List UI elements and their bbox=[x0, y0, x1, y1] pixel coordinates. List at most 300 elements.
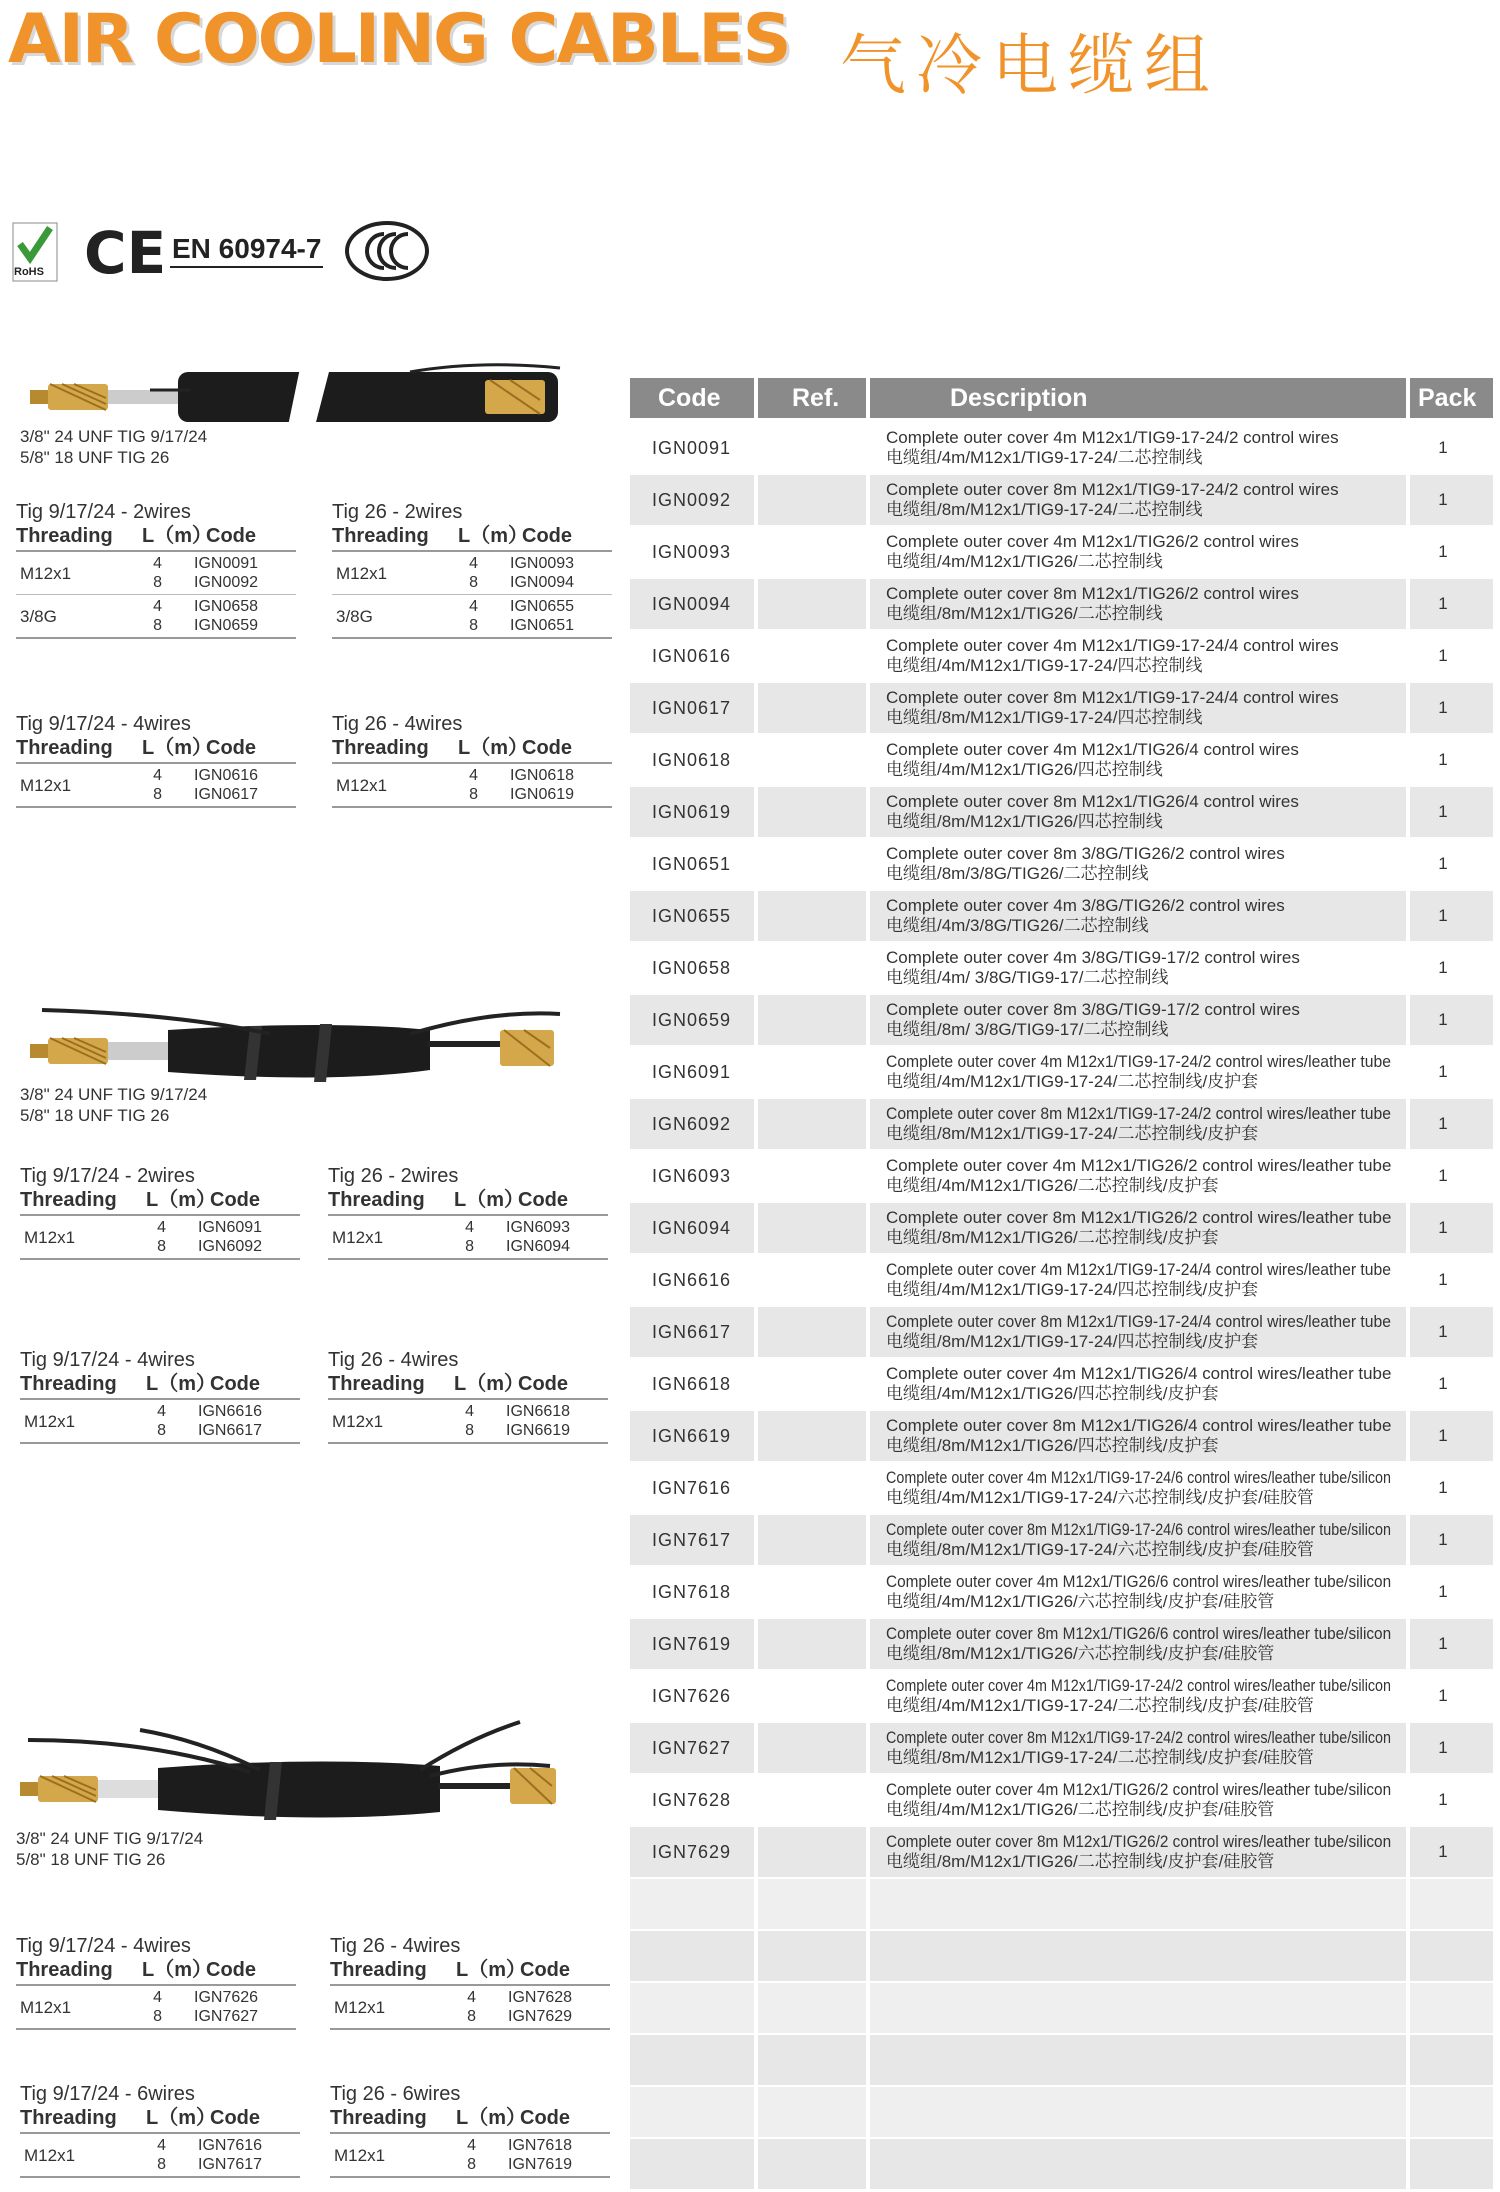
ref-cell bbox=[758, 1567, 866, 1617]
code-text: IGN0658 bbox=[652, 958, 732, 978]
table-header-pack: Pack bbox=[1410, 378, 1493, 418]
description-cell bbox=[870, 1879, 1406, 1929]
code-text: IGN7627 bbox=[652, 1738, 732, 1758]
description-en: Complete outer cover 4m M12x1/TIG9-17-24/4 control wires bbox=[886, 636, 1339, 655]
spec-table-tig-9-17-24-4wires bbox=[20, 1348, 300, 1444]
code-cell bbox=[630, 943, 754, 993]
header-length: L（m） bbox=[456, 1959, 526, 1981]
pack-cell bbox=[1410, 1307, 1493, 1357]
pack-text: 1 bbox=[1438, 802, 1448, 821]
header-threading: Threading bbox=[16, 1959, 113, 1981]
header-length: L（m） bbox=[142, 1959, 212, 1981]
length-cell: 4 8 bbox=[157, 2137, 166, 2173]
table-row bbox=[630, 1723, 1493, 1773]
pack-text: 1 bbox=[1438, 594, 1448, 613]
description-en: Complete outer cover 8m M12x1/TIG9-17-24/2 control wires/leather tube/silicon bbox=[886, 1728, 1392, 1747]
thread-cell: M12x1 bbox=[24, 2146, 76, 2165]
ccc-logo bbox=[344, 220, 430, 282]
spec-table-title: Tig 26 - 4wires bbox=[328, 1349, 459, 1371]
code-cell bbox=[630, 891, 754, 941]
description-cell bbox=[870, 1307, 1406, 1357]
pack-text: 1 bbox=[1438, 1322, 1448, 1341]
ref-cell bbox=[758, 1775, 866, 1825]
cable-spec bbox=[20, 1084, 207, 1126]
spec-table-title: Tig 26 - 4wires bbox=[330, 1935, 461, 1957]
ref-cell bbox=[758, 475, 866, 525]
pack-text: 1 bbox=[1438, 750, 1448, 769]
spec-table-tig-26-2wires bbox=[332, 500, 612, 639]
description-en: Complete outer cover 4m M12x1/TIG26/2 control wires/leather tube/silicon bbox=[886, 1780, 1392, 1799]
table-row bbox=[630, 579, 1493, 629]
length-cell: 4 8 bbox=[153, 555, 162, 591]
header-code: Code bbox=[518, 1373, 568, 1395]
code-cell bbox=[630, 1619, 754, 1669]
code-text: IGN7629 bbox=[652, 1842, 732, 1862]
table-row bbox=[16, 764, 296, 806]
code-cell bbox=[630, 1047, 754, 1097]
pack-text: 1 bbox=[1438, 1842, 1448, 1861]
description-cell bbox=[870, 1411, 1406, 1461]
header-code: Code bbox=[210, 2107, 260, 2129]
description-cn: 电缆组/4m/M12x1/TIG9-17-24/四芯控制线 bbox=[886, 656, 1203, 675]
table-row bbox=[328, 1216, 608, 1258]
pack-text: 1 bbox=[1438, 1790, 1448, 1809]
table-row bbox=[630, 1255, 1493, 1305]
description-cn: 电缆组/4m/M12x1/TIG9-17-24/二芯控制线 bbox=[886, 448, 1203, 467]
pack-text: 1 bbox=[1438, 1634, 1448, 1653]
table-row bbox=[630, 2139, 1493, 2189]
table-row bbox=[630, 1775, 1493, 1825]
ref-cell bbox=[758, 1099, 866, 1149]
header-threading: Threading bbox=[20, 1189, 117, 1211]
pack-cell bbox=[1410, 1359, 1493, 1409]
spec-table-tig-26-4wires bbox=[328, 1348, 608, 1444]
description-cn: 电缆组/4m/M12x1/TIG26/四芯控制线/皮护套 bbox=[886, 1384, 1219, 1403]
description-en: Complete outer cover 8m 3/8G/TIG26/2 control wires bbox=[886, 844, 1285, 863]
code-text: IGN7616 bbox=[652, 1478, 732, 1498]
description-cn: 电缆组/4m/M12x1/TIG9-17-24/二芯控制线/皮护套/硅胶管 bbox=[886, 1696, 1314, 1715]
cable-spec bbox=[16, 1828, 203, 1870]
description-cn: 电缆组/8m/M12x1/TIG9-17-24/二芯控制线 bbox=[886, 500, 1203, 519]
description-cell bbox=[870, 1723, 1406, 1773]
description-en: Complete outer cover 4m M12x1/TIG26/2 control wires bbox=[886, 532, 1299, 551]
table-row bbox=[630, 1827, 1493, 1877]
thread-cell: 3/8G bbox=[20, 607, 57, 626]
table-header-description: Description bbox=[870, 378, 1406, 418]
table-row bbox=[16, 552, 296, 595]
ref-cell bbox=[758, 1879, 866, 1929]
spec-table-title: Tig 9/17/24 - 2wires bbox=[16, 501, 191, 523]
code-cell bbox=[630, 1931, 754, 1981]
table-row bbox=[630, 787, 1493, 837]
pack-text: 1 bbox=[1438, 1218, 1448, 1237]
pack-cell bbox=[1410, 1671, 1493, 1721]
code-text: IGN6092 bbox=[652, 1114, 732, 1134]
code-cell bbox=[630, 1723, 754, 1773]
header-code: Code bbox=[210, 1189, 260, 1211]
spec-table-title: Tig 9/17/24 - 4wires bbox=[16, 1935, 191, 1957]
code-text: IGN6618 bbox=[652, 1374, 732, 1394]
table-row bbox=[332, 595, 612, 637]
pack-text: 1 bbox=[1438, 1166, 1448, 1185]
pack-text: 1 bbox=[1438, 646, 1448, 665]
table-row bbox=[630, 1151, 1493, 1201]
code-text: IGN6093 bbox=[652, 1166, 732, 1186]
spec-line-1: 3/8" 24 UNF TIG 9/17/24 bbox=[20, 1085, 208, 1104]
table-row bbox=[630, 423, 1493, 473]
description-cn: 电缆组/4m/M12x1/TIG26/六芯控制线/皮护套/硅胶管 bbox=[886, 1592, 1275, 1611]
spec-line-1: 3/8" 24 UNF TIG 9/17/24 bbox=[16, 1829, 204, 1848]
table-row bbox=[16, 1986, 296, 2028]
spec-line-1: 3/8" 24 UNF TIG 9/17/24 bbox=[20, 427, 208, 446]
description-cn: 电缆组/4m/M12x1/TIG9-17-24/六芯控制线/皮护套/硅胶管 bbox=[886, 1488, 1314, 1507]
table-header-code: Code bbox=[630, 378, 754, 418]
length-cell: 4 8 bbox=[153, 1989, 162, 2025]
description-cell bbox=[870, 1775, 1406, 1825]
code-cell bbox=[630, 1203, 754, 1253]
pack-cell bbox=[1410, 475, 1493, 525]
description-en: Complete outer cover 8m M12x1/TIG26/4 control wires/leather tube bbox=[886, 1416, 1392, 1435]
code-cell: IGN6093 IGN6094 bbox=[506, 1219, 571, 1255]
code-cell: IGN0618 IGN0619 bbox=[510, 767, 575, 803]
code-cell bbox=[630, 475, 754, 525]
description-cn: 电缆组/8m/M12x1/TIG9-17-24/二芯控制线/皮护套 bbox=[886, 1124, 1259, 1143]
thread-cell: M12x1 bbox=[24, 1412, 76, 1431]
table-row bbox=[630, 1099, 1493, 1149]
spec-table-tig-9-17-24-6wires bbox=[20, 2082, 300, 2178]
thread-cell: M12x1 bbox=[24, 1228, 76, 1247]
pack-text: 1 bbox=[1438, 1114, 1448, 1133]
cable-spec bbox=[20, 426, 207, 468]
ref-cell bbox=[758, 1827, 866, 1877]
table-row bbox=[630, 2087, 1493, 2137]
table-row bbox=[20, 1216, 300, 1258]
description-cn: 电缆组/4m/M12x1/TIG26/二芯控制线 bbox=[886, 552, 1163, 571]
spec-table-title: Tig 26 - 6wires bbox=[330, 2083, 461, 2105]
pack-cell bbox=[1410, 2035, 1493, 2085]
spec-line-2: 5/8" 18 UNF TIG 26 bbox=[20, 448, 170, 467]
code-text: IGN7619 bbox=[652, 1634, 732, 1654]
pack-cell bbox=[1410, 943, 1493, 993]
ref-cell bbox=[758, 943, 866, 993]
code-text: IGN6616 bbox=[652, 1270, 732, 1290]
header-code: Code bbox=[522, 525, 572, 547]
pack-text: 1 bbox=[1438, 1374, 1448, 1393]
table-row bbox=[630, 1047, 1493, 1097]
pack-text: 1 bbox=[1438, 1062, 1448, 1081]
description-cn: 电缆组/4m/ 3/8G/TIG9-17/二芯控制线 bbox=[886, 968, 1169, 987]
pack-cell bbox=[1410, 1463, 1493, 1513]
code-text: IGN0092 bbox=[652, 490, 732, 510]
code-cell bbox=[630, 2139, 754, 2189]
certification-logos bbox=[12, 219, 432, 287]
code-text: IGN0091 bbox=[652, 438, 732, 458]
header-threading: Threading bbox=[16, 737, 113, 759]
description-cn: 电缆组/8m/M12x1/TIG26/二芯控制线/皮护套 bbox=[886, 1228, 1219, 1247]
pack-text: 1 bbox=[1438, 1270, 1448, 1289]
pack-cell bbox=[1410, 683, 1493, 733]
ref-cell bbox=[758, 423, 866, 473]
length-cell: 4 8 bbox=[467, 1989, 476, 2025]
code-cell bbox=[630, 1359, 754, 1409]
code-cell: IGN7626 IGN7627 bbox=[194, 1989, 259, 2025]
pack-text: 1 bbox=[1438, 438, 1448, 457]
pack-cell bbox=[1410, 1515, 1493, 1565]
pack-text: 1 bbox=[1438, 1426, 1448, 1445]
spec-line-2: 5/8" 18 UNF TIG 26 bbox=[20, 1106, 170, 1125]
pack-cell bbox=[1410, 1151, 1493, 1201]
thread-cell: M12x1 bbox=[336, 776, 388, 795]
ref-cell bbox=[758, 787, 866, 837]
code-cell bbox=[630, 1827, 754, 1877]
cable-image-2wires bbox=[30, 360, 570, 435]
ref-cell bbox=[758, 1723, 866, 1773]
pack-cell bbox=[1410, 1203, 1493, 1253]
code-text: IGN7628 bbox=[652, 1790, 732, 1810]
description-cell bbox=[870, 1983, 1406, 2033]
description-cell bbox=[870, 527, 1406, 577]
code-cell bbox=[630, 2087, 754, 2137]
table-row bbox=[630, 527, 1493, 577]
header-length: L（m） bbox=[146, 1189, 216, 1211]
code-cell bbox=[630, 1411, 754, 1461]
length-cell: 4 8 bbox=[469, 767, 478, 803]
code-text: IGN0618 bbox=[652, 750, 732, 770]
description-en: Complete outer cover 8m 3/8G/TIG9-17/2 control wires bbox=[886, 1000, 1300, 1019]
pack-cell bbox=[1410, 1827, 1493, 1877]
code-cell bbox=[630, 1515, 754, 1565]
table-row bbox=[630, 683, 1493, 733]
ref-cell bbox=[758, 1255, 866, 1305]
description-cell bbox=[870, 995, 1406, 1045]
ref-cell bbox=[758, 1463, 866, 1513]
description-en: Complete outer cover 8m M12x1/TIG9-17-24/2 control wires bbox=[886, 480, 1339, 499]
description-cell bbox=[870, 683, 1406, 733]
ref-cell bbox=[758, 735, 866, 785]
length-cell: 4 8 bbox=[469, 598, 478, 634]
code-text: IGN6091 bbox=[652, 1062, 732, 1082]
description-cn: 电缆组/4m/M12x1/TIG26/二芯控制线/皮护套/硅胶管 bbox=[886, 1800, 1275, 1819]
ce-mark: CE bbox=[84, 219, 167, 287]
code-cell: IGN0091 IGN0092 bbox=[194, 555, 259, 591]
header-threading: Threading bbox=[332, 525, 429, 547]
header-code: Code bbox=[206, 1959, 256, 1981]
header-length: L（m） bbox=[454, 1373, 524, 1395]
ref-cell bbox=[758, 1047, 866, 1097]
ref-cell bbox=[758, 1931, 866, 1981]
header-length: L（m） bbox=[142, 737, 212, 759]
pack-cell bbox=[1410, 1775, 1493, 1825]
header-length: L（m） bbox=[146, 1373, 216, 1395]
spec-table-title: Tig 9/17/24 - 2wires bbox=[20, 1165, 195, 1187]
table-row bbox=[330, 1986, 610, 2028]
spec-table-tig-26-6wires bbox=[330, 2082, 610, 2178]
ref-cell bbox=[758, 1151, 866, 1201]
code-cell: IGN7616 IGN7617 bbox=[198, 2137, 263, 2173]
header-length: L（m） bbox=[454, 1189, 524, 1211]
code-cell bbox=[630, 1255, 754, 1305]
table-row bbox=[630, 1567, 1493, 1617]
spec-table-tig-26-2wires bbox=[328, 1164, 608, 1260]
header-threading: Threading bbox=[330, 2107, 427, 2129]
ref-cell bbox=[758, 2139, 866, 2189]
length-cell: 4 8 bbox=[465, 1403, 474, 1439]
cable-image-silicon bbox=[20, 1720, 570, 1835]
description-cell bbox=[870, 1463, 1406, 1513]
description-en: Complete outer cover 8m M12x1/TIG9-17-24/4 control wires/leather tube bbox=[886, 1312, 1391, 1331]
table-row bbox=[630, 1879, 1493, 1929]
ref-cell bbox=[758, 1515, 866, 1565]
code-cell: IGN0616 IGN0617 bbox=[194, 767, 259, 803]
description-cell bbox=[870, 1619, 1406, 1669]
spec-table-tig-9-17-24-2wires bbox=[16, 500, 296, 639]
description-cn: 电缆组/8m/M12x1/TIG26/四芯控制线 bbox=[886, 812, 1163, 831]
pack-text: 1 bbox=[1438, 698, 1448, 717]
description-cell bbox=[870, 2087, 1406, 2137]
description-cn: 电缆组/8m/M12x1/TIG9-17-24/六芯控制线/皮护套/硅胶管 bbox=[886, 1540, 1314, 1559]
table-row bbox=[328, 1400, 608, 1442]
description-cn: 电缆组/8m/M12x1/TIG9-17-24/四芯控制线/皮护套 bbox=[886, 1332, 1259, 1351]
ref-cell bbox=[758, 891, 866, 941]
pack-cell bbox=[1410, 1983, 1493, 2033]
thread-cell: M12x1 bbox=[332, 1412, 384, 1431]
description-cell bbox=[870, 423, 1406, 473]
pack-cell bbox=[1410, 1931, 1493, 1981]
table-row bbox=[630, 1463, 1493, 1513]
rohs-label: RoHS bbox=[14, 266, 44, 278]
code-text: IGN6617 bbox=[652, 1322, 732, 1342]
code-text: IGN0616 bbox=[652, 646, 732, 666]
header-code: Code bbox=[520, 2107, 570, 2129]
table-row bbox=[630, 891, 1493, 941]
table-row bbox=[630, 1931, 1493, 1981]
pack-cell bbox=[1410, 1619, 1493, 1669]
code-text: IGN0094 bbox=[652, 594, 732, 614]
code-cell bbox=[630, 527, 754, 577]
pack-cell bbox=[1410, 1255, 1493, 1305]
description-en: Complete outer cover 8m M12x1/TIG9-17-24/6 control wires/leather tube/silicon bbox=[886, 1520, 1392, 1539]
description-cn: 电缆组/8m/M12x1/TIG26/六芯控制线/皮护套/硅胶管 bbox=[886, 1644, 1275, 1663]
header-code: Code bbox=[522, 737, 572, 759]
pack-cell bbox=[1410, 1411, 1493, 1461]
spec-table-title: Tig 9/17/24 - 4wires bbox=[16, 713, 191, 735]
pack-text: 1 bbox=[1438, 1686, 1448, 1705]
description-en: Complete outer cover 8m M12x1/TIG9-17-24/4 control wires bbox=[886, 688, 1339, 707]
table-row bbox=[630, 1307, 1493, 1357]
code-cell bbox=[630, 1775, 754, 1825]
header-length: L（m） bbox=[146, 2107, 216, 2129]
pack-cell bbox=[1410, 2139, 1493, 2189]
code-cell bbox=[630, 1151, 754, 1201]
thread-cell: M12x1 bbox=[332, 1228, 384, 1247]
table-row bbox=[630, 995, 1493, 1045]
ref-cell bbox=[758, 995, 866, 1045]
thread-cell: M12x1 bbox=[20, 1998, 72, 2017]
description-en: Complete outer cover 4m M12x1/TIG26/6 control wires/leather tube/silicon bbox=[886, 1572, 1392, 1591]
description-en: Complete outer cover 8m M12x1/TIG26/4 control wires bbox=[886, 792, 1299, 811]
code-cell bbox=[630, 683, 754, 733]
table-row bbox=[630, 2035, 1493, 2085]
code-text: IGN6094 bbox=[652, 1218, 732, 1238]
description-cell bbox=[870, 839, 1406, 889]
pack-cell bbox=[1410, 1047, 1493, 1097]
thread-cell: M12x1 bbox=[334, 2146, 386, 2165]
ref-cell bbox=[758, 579, 866, 629]
code-cell bbox=[630, 1879, 754, 1929]
table-row bbox=[630, 943, 1493, 993]
description-en: Complete outer cover 4m 3/8G/TIG9-17/2 control wires bbox=[886, 948, 1300, 967]
description-cell bbox=[870, 1931, 1406, 1981]
description-en: Complete outer cover 4m M12x1/TIG9-17-24/2 control wires bbox=[886, 428, 1339, 447]
description-cell bbox=[870, 1099, 1406, 1149]
ref-cell bbox=[758, 2087, 866, 2137]
description-cell bbox=[870, 1255, 1406, 1305]
pack-cell bbox=[1410, 1567, 1493, 1617]
description-en: Complete outer cover 8m M12x1/TIG26/2 control wires bbox=[886, 584, 1299, 603]
spec-table-title: Tig 9/17/24 - 4wires bbox=[20, 1349, 195, 1371]
description-cn: 电缆组/4m/M12x1/TIG26/二芯控制线/皮护套 bbox=[886, 1176, 1219, 1195]
description-cn: 电缆组/8m/M12x1/TIG26/四芯控制线/皮护套 bbox=[886, 1436, 1219, 1455]
header-threading: Threading bbox=[20, 2107, 117, 2129]
thread-cell: M12x1 bbox=[334, 1998, 386, 2017]
description-cell bbox=[870, 1203, 1406, 1253]
table-row bbox=[630, 735, 1493, 785]
standard-label: EN 60974-7 bbox=[170, 232, 323, 268]
table-row bbox=[630, 475, 1493, 525]
spec-table-title: Tig 9/17/24 - 6wires bbox=[20, 2083, 195, 2105]
pack-text: 1 bbox=[1438, 958, 1448, 977]
code-cell: IGN7628 IGN7629 bbox=[508, 1989, 573, 2025]
description-en: Complete outer cover 8m M12x1/TIG9-17-24/2 control wires/leather tube bbox=[886, 1104, 1391, 1123]
header-length: L（m） bbox=[458, 737, 528, 759]
spec-table-tig-9-17-24-2wires bbox=[20, 1164, 300, 1260]
header-threading: Threading bbox=[330, 1959, 427, 1981]
description-cell bbox=[870, 2139, 1406, 2189]
description-en: Complete outer cover 4m 3/8G/TIG26/2 control wires bbox=[886, 896, 1285, 915]
table-row bbox=[630, 1671, 1493, 1721]
pack-cell bbox=[1410, 839, 1493, 889]
pack-cell bbox=[1410, 631, 1493, 681]
table-row bbox=[630, 1983, 1493, 2033]
code-text: IGN0655 bbox=[652, 906, 732, 926]
spec-table-title: Tig 26 - 4wires bbox=[332, 713, 463, 735]
length-cell: 4 8 bbox=[157, 1403, 166, 1439]
spec-table-title: Tig 26 - 2wires bbox=[332, 501, 463, 523]
code-cell: IGN6091 IGN6092 bbox=[198, 1219, 263, 1255]
table-row bbox=[630, 1619, 1493, 1669]
description-cell bbox=[870, 1515, 1406, 1565]
header-threading: Threading bbox=[328, 1373, 425, 1395]
header-threading: Threading bbox=[16, 525, 113, 547]
ref-cell bbox=[758, 1671, 866, 1721]
code-text: IGN7626 bbox=[652, 1686, 732, 1706]
pack-cell bbox=[1410, 891, 1493, 941]
table-row bbox=[630, 1203, 1493, 1253]
ref-cell bbox=[758, 2035, 866, 2085]
code-text: IGN0093 bbox=[652, 542, 732, 562]
description-en: Complete outer cover 4m M12x1/TIG9-17-24/6 control wires/leather tube/silicon bbox=[886, 1468, 1392, 1487]
description-cell bbox=[870, 1151, 1406, 1201]
description-cn: 电缆组/8m/M12x1/TIG26/二芯控制线 bbox=[886, 604, 1163, 623]
description-en: Complete outer cover 8m M12x1/TIG26/6 control wires/leather tube/silicon bbox=[886, 1624, 1392, 1643]
code-cell bbox=[630, 1983, 754, 2033]
thread-cell: M12x1 bbox=[20, 564, 72, 583]
description-cell bbox=[870, 1827, 1406, 1877]
code-cell bbox=[630, 1099, 754, 1149]
length-cell: 4 8 bbox=[153, 767, 162, 803]
table-row bbox=[330, 2134, 610, 2176]
code-cell: IGN0655 IGN0651 bbox=[510, 598, 575, 634]
